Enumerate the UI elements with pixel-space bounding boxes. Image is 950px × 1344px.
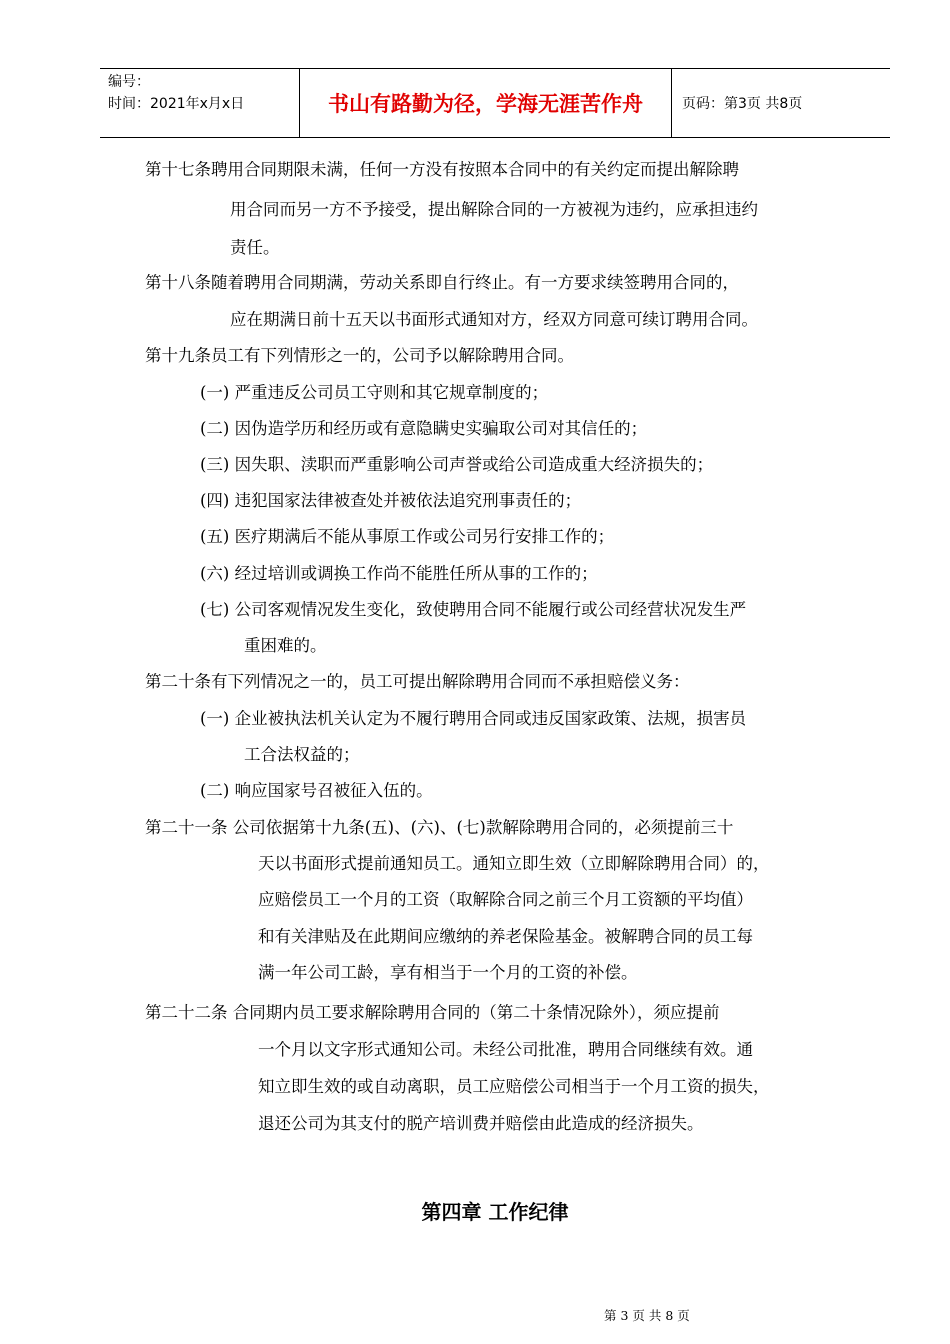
text-line: 用合同而另一方不予接受，提出解除合同的一方被视为违约，应承担违约 — [230, 200, 758, 219]
text-line: 应在期满日前十五天以书面形式通知对方，经双方同意可续订聘用合同。 — [230, 310, 758, 329]
header-meta — [100, 69, 300, 137]
header-motto: 书山有路勤为径，学海无涯苦作舟 — [328, 92, 643, 116]
list-item: (五) 医疗期满后不能从事原工作或公司另行安排工作的； — [200, 527, 615, 546]
list-item: (六) 经过培训或调换工作尚不能胜任所从事的工作的； — [200, 564, 598, 583]
text-line: 第二十一条 公司依据第十九条(五)、(六)、(七)款解除聘用合同的，必须提前三十 — [145, 818, 734, 837]
text-line: 工合法权益的； — [244, 745, 360, 764]
text-line: 一个月以文字形式通知公司。未经公司批准，聘用合同继续有效。通 — [258, 1040, 753, 1059]
list-item: (三) 因失职、渎职而严重影响公司声誉或给公司造成重大经济损失的； — [200, 455, 714, 474]
list-item: (二) 响应国家号召被征入伍的。 — [200, 781, 433, 800]
header-motto-cell — [300, 69, 672, 137]
text-line: 重困难的。 — [244, 636, 327, 655]
number-label: 编号： — [108, 74, 150, 90]
text-line: 第十八条随着聘用合同期满，劳动关系即自行终止。有一方要求续签聘用合同的， — [145, 273, 739, 292]
text-line: 第二十条有下列情况之一的，员工可提出解除聘用合同而不承担赔偿义务： — [145, 672, 690, 691]
text-line: 责任。 — [230, 238, 280, 257]
page-footer: 第 3 页 共 8 页 — [604, 1308, 690, 1323]
list-item: (四) 违犯国家法律被查处并被依法追究刑事责任的； — [200, 491, 582, 510]
text-line: 知立即生效的或自动离职，员工应赔偿公司相当于一个月工资的损失， — [258, 1077, 770, 1096]
text-line: 天以书面形式提前通知员工。通知立即生效（立即解除聘用合同）的， — [258, 854, 770, 873]
time-label: 时间：2021年x月x日 — [108, 96, 245, 112]
text-line: 第十七条聘用合同期限未满，任何一方没有按照本合同中的有关约定而提出解除聘 — [145, 160, 739, 179]
list-item: (二) 因伪造学历和经历或有意隐瞒史实骗取公司对其信任的； — [200, 419, 648, 438]
text-line: 退还公司为其支付的脱产培训费并赔偿由此造成的经济损失。 — [258, 1114, 704, 1133]
text-line: 第十九条员工有下列情形之一的，公司予以解除聘用合同。 — [145, 346, 574, 365]
list-item: (七) 公司客观情况发生变化，致使聘用合同不能履行或公司经营状况发生严 — [200, 600, 747, 619]
chapter-title: 第四章 工作纪律 — [421, 1200, 569, 1224]
list-item: (一) 严重违反公司员工守则和其它规章制度的； — [200, 383, 549, 402]
text-line: 应赔偿员工一个月的工资（取解除合同之前三个月工资额的平均值） — [258, 890, 753, 909]
text-line: 和有关津贴及在此期间应缴纳的养老保险基金。被解聘合同的员工每 — [258, 927, 753, 946]
text-line: 第二十二条 合同期内员工要求解除聘用合同的（第二十条情况除外），须应提前 — [145, 1003, 720, 1022]
header-page-info: 页码：第3页 共8页 — [682, 96, 803, 112]
list-item: (一) 企业被执法机关认定为不履行聘用合同或违反国家政策、法规，损害员 — [200, 709, 747, 728]
text-line: 满一年公司工龄，享有相当于一个月的工资的补偿。 — [258, 963, 638, 982]
page-header — [100, 68, 890, 138]
